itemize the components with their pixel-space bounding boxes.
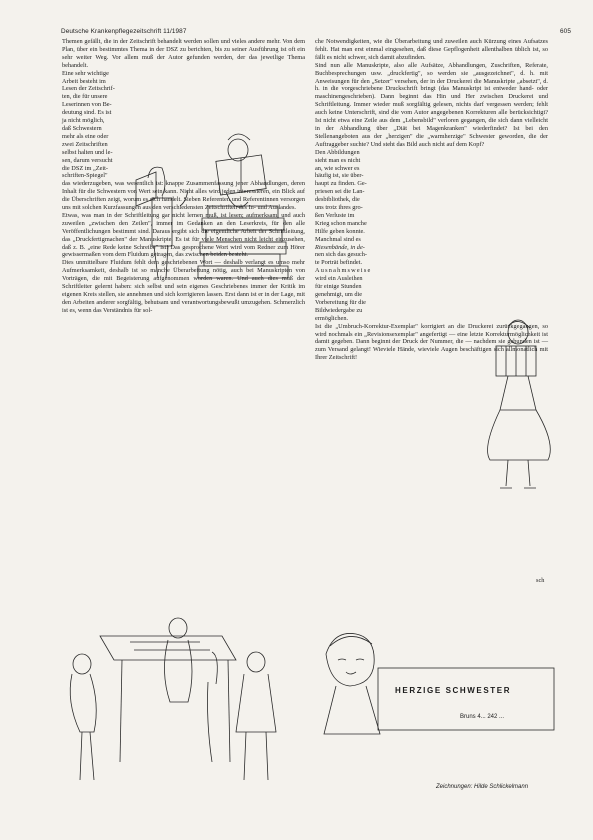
- line: Den Abbildungen: [315, 148, 360, 156]
- line: Krieg schon manche: [315, 219, 367, 227]
- line: ßen Verluste im: [315, 211, 355, 219]
- line: ermöglichen.: [315, 314, 349, 322]
- paragraph-intro: Themen gefällt, die in der Zeitschrift behandelt werden sollen und vieles andere mehr. Von dem Plan, über ein bestimmtes Thema in der DSZ zu berichten, bis zu seiner Ausführung ist oft ein sehr weiter Weg. Vor allem muß der Autor gefunden werden, der das jeweilige Thema behandelt.: [62, 38, 305, 69]
- line: desbibliothek, die: [315, 196, 360, 204]
- line: Lesen der Zeitschrif-: [62, 85, 115, 93]
- narrow-text-block-left: [62, 70, 124, 181]
- line: deutung sind. Es ist: [62, 109, 112, 117]
- sign-line: Bruns 4... 242 ...: [460, 714, 505, 720]
- illustration-nurse-with-sign: [316, 624, 560, 744]
- illustration-credit: Zeichnungen: Hilde Schlickelmann: [436, 784, 529, 790]
- sign-title: HERZIGE SCHWESTER: [395, 686, 512, 695]
- running-header-journal: Deutsche Krankenpflegezeitschrift 11/1987: [61, 28, 187, 35]
- line: Riesenbände, in de-: [315, 243, 365, 251]
- paragraph-3: Ist die „Umbruch-Korrektur-Exemplar" korrigiert an die Druckerei zurückgegangen, so wird nochmals ein „Revisionsexemplar" angefertigt — eine letzte Korrekturmöglichkeit ist damit gegeben. Dann beginnt der Druck der Nummer, die — nachdem sie gebunden ist — zum Versand gelangt! Wieviele Hände, wieviele Augen beschäftigen sich allmonatlich mit Ihrer Zeitschrift!: [315, 322, 548, 362]
- line: zwei Zeitschriften: [62, 140, 108, 148]
- line: ten, die für unsere: [62, 93, 108, 101]
- line: Arbeit besteht im: [62, 77, 106, 85]
- line: an, wie schwer es: [315, 164, 360, 172]
- paragraph-2: Etwas, was man in der Schriftleitung gar nicht lernen muß, ist lesen; aufmerksam, und auch zuweilen „zwischen den Zeilen", immer im Gedanken an den Leserkreis, für den alle Veröffentlichungen bestimmt sind. Daraus ergibt sich die eigentliche Arbeit der Schriftleitung, das „Druckfertigmachen" der Manuskripte. Es ist für viele Menschen nicht leicht einzusehen, daß z. B. „eine Rede keine Schreibe" ist! Das gesprochene Wort wird vom Redner zum Hörer gewissermaßen vom dem Fluidum getragen, das zwischen beiden besteht.: [62, 211, 305, 259]
- line: Hilfe geben konnte.: [315, 227, 365, 235]
- author-signature: sch: [536, 577, 545, 584]
- illustration-reader-on-paper-stack: [128, 106, 306, 282]
- paragraph-2: Sind nun alle Manuskripte, also alle Aufsätze, Abhandlungen, Zuschriften, Referate, Buchbesprechungen usw. „druckfertig", so werden sie „ausgezeichnet", d. h. mit Anweisungen für den „Setzer" versehen, der in der Druckerei die Manuskripte „absetzt", d. h. in die vorgeschriebene Druckschrift bringt (das Manuskript ist entweder hand- oder maschinengeschrieben). Dann beginnt das Hin und Her zwischen Druckerei und Schriftleitung. Immer wieder muß sorgfältig gelesen, nichts darf vergessen werden; fehlt auch keine Unterschrift, sind die vom Autor angegebenen Korrekturen alle berücksichtigt? Ist nicht etwa eine Zeile aus dem „Lebensbild" verloren gegangen, die sich dann vielleicht in der Abhandlung über „Diät bei Magenkranken" wiederfindet? Ist bei den Stellenangeboten aus der „herzigen" die „warmherzige" Schwester geworden, die der Auftraggeber suchte? Und steht das Bild auch nicht auf dem Kopf?: [315, 61, 548, 148]
- line: genehmigt, um die: [315, 291, 363, 298]
- line: Vorbereitung für die: [315, 298, 366, 306]
- paragraph-3: Dies unmittelbare Fluidum fehlt dem geschriebenen Wort — deshalb verlangt es umso mehr Aufmerksamkeit, deshalb ist so manche Überarbeitung nötig, auch bei Manuskripten von Vorträgen, die mit Begeisterung aufgenommen worden waren. Und auch dies muß der Schriftleiter gelernt haben: sich selbst und sein eigenes Geschriebenes immer der Kritik im eigenen Kreis stellen, sie annehmen und sich korrigieren lassen. Erst dann ist er in der Lage, mit den Arbeiten anderer sorgfältig, behutsam und verantwortungsbewußt umzugehen. Schmerzlich ist es, wenn das Verständnis für sol-: [62, 259, 305, 314]
- line: priesen sei die Lan-: [315, 188, 365, 196]
- line: wird ein Ausleihen: [315, 275, 363, 283]
- paragraph-after-narrow: das wiederzugeben, was wesentlich ist: knappe Zusammenfassung jener Abhandlungen, deren Inhalt für die Schwestern von Wert sein kann. Nicht alles wird jeden interessieren, ein Blick auf die Überschriften zeigt, worum es sich handelt. Sieben Referenten und Referentinnen versorgen uns mit solchen Kurzfassungen aus den verschiedensten Zeitschriften des In- und Auslandes.: [62, 180, 305, 212]
- illustration-people-at-table: [60, 612, 298, 792]
- line: ja nicht möglich,: [62, 117, 105, 125]
- line: selbst halten und le-: [62, 148, 113, 156]
- line: te Porträt befindet.: [315, 259, 363, 267]
- narrow-text-block-right: [315, 149, 377, 323]
- page-number: 605: [560, 28, 571, 35]
- line: Manchmal sind es: [315, 235, 361, 243]
- text-column-right: [315, 38, 548, 362]
- line: sen, darum versucht: [62, 156, 113, 164]
- line: uns trotz ihres gro-: [315, 204, 363, 212]
- line: daß Schwestern: [62, 124, 102, 132]
- line: haupt zu finden. Ge-: [315, 180, 367, 188]
- line: sieht man es nicht: [315, 156, 361, 164]
- line: häufig ist, sie über-: [315, 172, 364, 180]
- paragraph-1: che Notwendigkeiten, wie die Überarbeitung und zuweilen auch Kürzung eines Aufsatzes fehlt. Hat man erst einmal eingesehen, daß diese Gepflogenheit allenthalben üblich ist, so fällt es nicht schwer, sich damit abzufinden.: [315, 38, 548, 61]
- line: Eine sehr wichtige: [62, 69, 109, 77]
- spaced-word: Ausnahmsweise: [315, 267, 372, 275]
- line: mehr als eine oder: [62, 132, 109, 140]
- line: die DSZ im „Zeit-: [62, 164, 108, 172]
- illustration-woman-carrying-box: [470, 318, 568, 498]
- line: für einige Stunden: [315, 283, 362, 291]
- line: Bildwiedergabe zu: [315, 306, 363, 314]
- line: nen sich das gesuch-: [315, 251, 367, 259]
- line: schriften-Spiegel": [62, 172, 108, 180]
- line: Leserinnen von Be-: [62, 101, 112, 109]
